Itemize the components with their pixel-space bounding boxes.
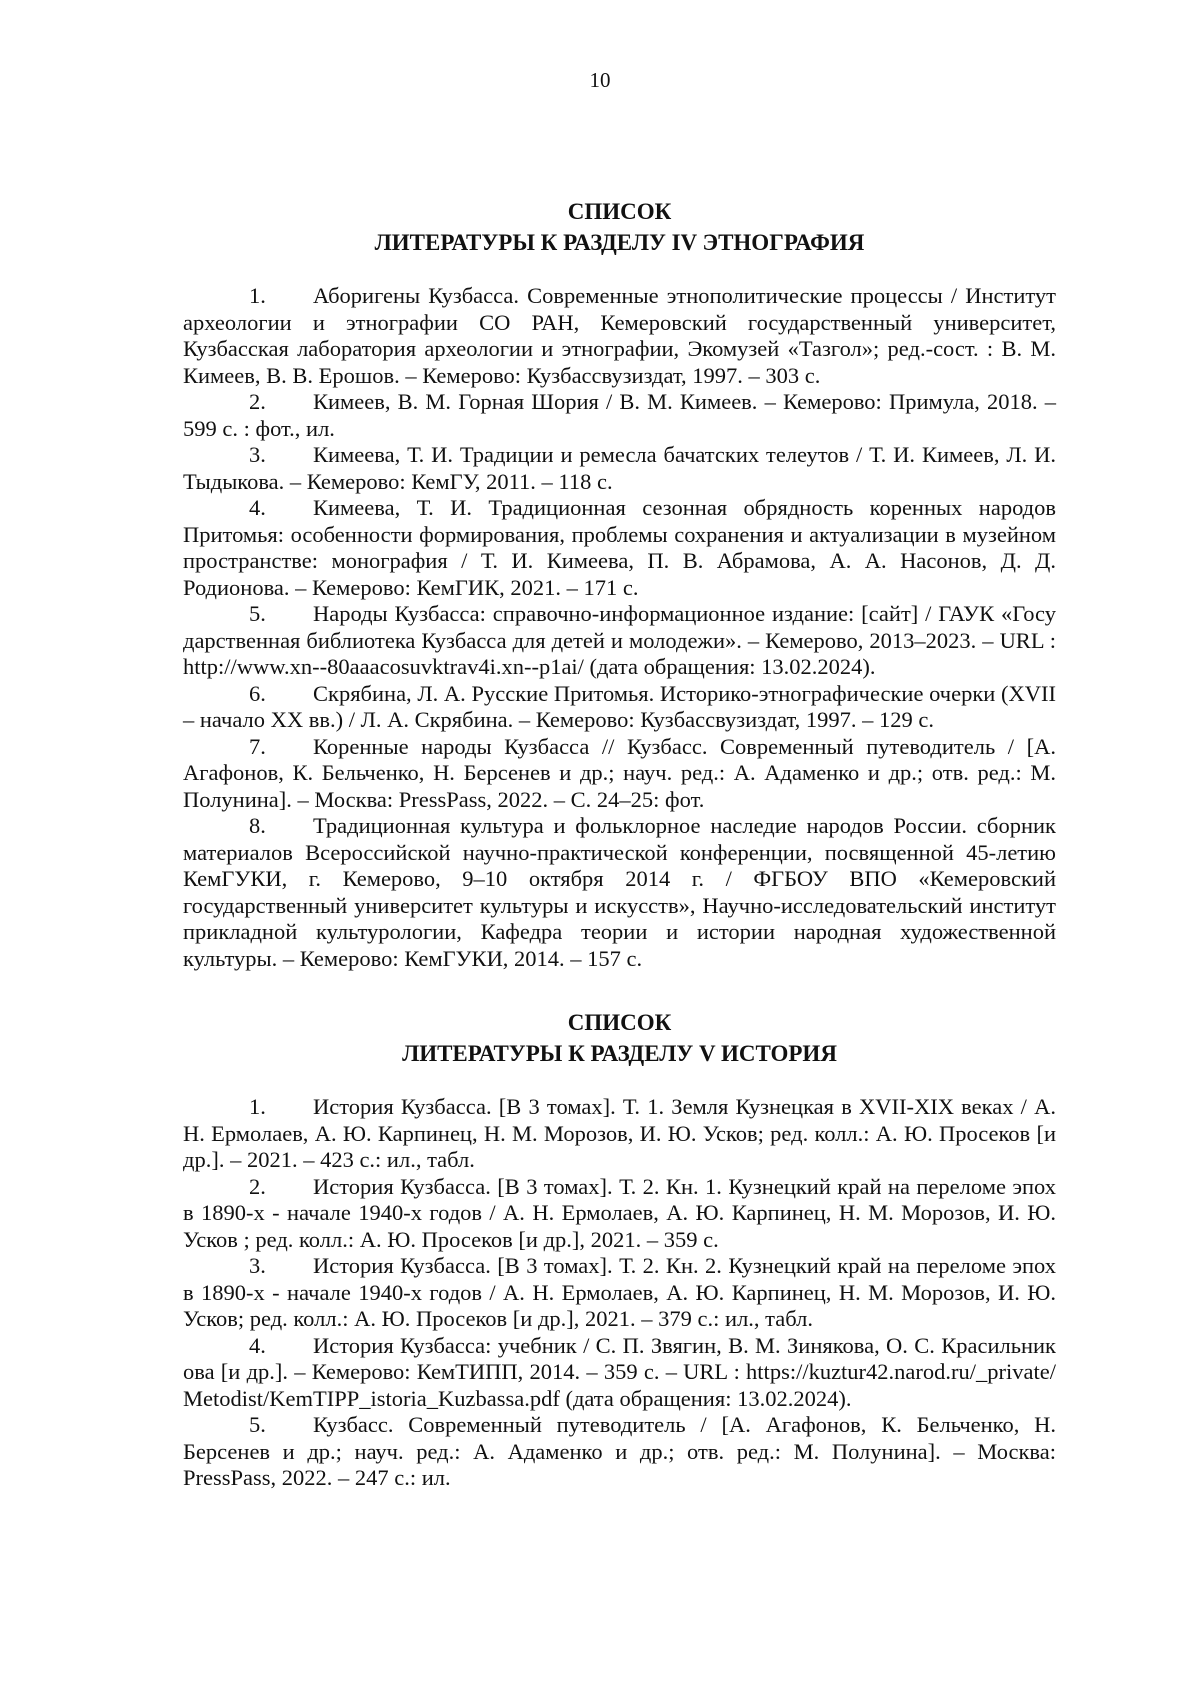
reference-item bbox=[183, 813, 1056, 972]
reference-item bbox=[183, 1253, 1056, 1333]
reference-number: 5. bbox=[249, 601, 266, 626]
reference-number: 3. bbox=[249, 1253, 266, 1278]
section-title bbox=[183, 196, 1056, 258]
reference-item bbox=[183, 1174, 1056, 1254]
section-history bbox=[183, 1007, 1056, 1492]
section-ethnography bbox=[183, 196, 1056, 972]
section-title bbox=[183, 1007, 1056, 1069]
reference-number: 7. bbox=[249, 733, 266, 759]
section-title-line1: СПИСОК bbox=[567, 1010, 672, 1035]
section-title-line2: ЛИТЕРАТУРЫ К РАЗДЕЛУ IV ЭТНОГРАФИЯ bbox=[374, 230, 865, 255]
reference-text: История Кузбасса. [В 3 томах]. Т. 1. Земля Кузнецкая в XVII-XIX веках / А. Н. Ермолаев, А. Ю. Карпинец, Н. М. Морозов, И. Ю. Усков; ред. колл.: А. Ю. Просеков [и др.]. – 2021. – 423 с.: ил., табл. bbox=[183, 1094, 1056, 1172]
reference-item bbox=[183, 601, 1056, 681]
reference-item bbox=[183, 495, 1056, 601]
reference-number: 3. bbox=[249, 442, 266, 467]
reference-text: Коренные народы Кузбасса // Кузбасс. Современный путеводитель / [А. Агафонов, К. Бельченко, Н. Берсенев и др.; науч. ред.: А. Адаменко и др.; отв. ред.: М. Полунина]. – Москва: PressPass, 2022. – С. 24–25: фот. bbox=[183, 733, 1056, 812]
reference-item bbox=[183, 734, 1056, 814]
section-title-line1: СПИСОК bbox=[567, 199, 672, 224]
reference-text: Традиционная культура и фольклорное наследие народов России. сборник материалов Всероссийской научно-практической конференции, посвященной 45-летию КемГУКИ, г. Кемерово, 9–10 октября 2014 г. / ФГБОУ ВПО «Кемеровский государственный университет культуры и искусств», Научно-исследовательский институт прикладной культурологии, Кафедра теории и истории народная художественной культуры. – Кемерово: КемГУКИ, 2014. – 157 с. bbox=[183, 813, 1056, 971]
reference-number: 1. bbox=[249, 283, 266, 308]
reference-text: Скрябина, Л. А. Русские Притомья. Историко-этнографические очерки (XVII – начало XX вв.) / Л. А. Скрябина. – Кемерово: Кузбассвузиздат, 1997. – 129 с. bbox=[183, 680, 1056, 732]
reference-list bbox=[183, 283, 1056, 972]
reference-item bbox=[183, 283, 1056, 389]
reference-number: 1. bbox=[249, 1094, 266, 1119]
reference-text: Аборигены Кузбасса. Современные этнополитические процессы / Институт археологии и этнографии СО РАН, Кемеровский государственный университет, Кузбасская лаборатория археологии и этнографии, Экомузей «Тазгол»; ред.-сост. : В. М. Кимеев, В. В. Ерошов. – Кемерово: Кузбассвузиздат, 1997. – 303 с. bbox=[183, 283, 1056, 388]
reference-text: История Кузбасса. [В 3 томах]. Т. 2. Кн. 2. Кузнецкий край на переломе эпох в 1890-х - начале 1940-х годов / А. Н. Ермолаев, А. Ю. Карпинец, Н. М. Морозов, И. Ю. Усков; ред. колл.: А. Ю. Просеков [и др.], 2021. – 379 с.: ил., табл. bbox=[183, 1253, 1056, 1331]
reference-item bbox=[183, 1094, 1056, 1174]
reference-list bbox=[183, 1094, 1056, 1492]
section-title-line2: ЛИТЕРАТУРЫ К РАЗДЕЛУ V ИСТОРИЯ bbox=[402, 1041, 837, 1066]
reference-number: 6. bbox=[249, 680, 266, 706]
reference-item bbox=[183, 1412, 1056, 1492]
reference-text: Кимеева, Т. И. Традиционная сезонная обрядность коренных народов Притомья: особенности формирования, проблемы сохранения и актуализации в музейном пространстве: монография / Т. И. Кимеева, П. В. Абрамова, А. А. Насонов, Д. Д. Родионова. – Кемерово: КемГИК, 2021. – 171 с. bbox=[183, 495, 1056, 600]
reference-text: Народы Кузбасса: справочно-информационное издание: [сайт] / ГАУК «Государственная библиотека Кузбасса для детей и молодежи». – Кемерово, 2013–2023. – URL : http://www.xn--80aaacosuvktrav4i.xn--p1ai/ (дата обращения: 13.02.2024). bbox=[183, 601, 1056, 679]
page-number: 10 bbox=[589, 68, 611, 92]
reference-number: 2. bbox=[249, 389, 266, 414]
reference-text: Кимеев, В. М. Горная Шория / В. М. Кимеев. – Кемерово: Примула, 2018. – 599 с. : фот., ил. bbox=[183, 389, 1056, 441]
reference-text: Кимеева, Т. И. Традиции и ремесла бачатских телеутов / Т. И. Кимеев, Л. И. Тыдыкова. – Кемерово: КемГУ, 2011. – 118 с. bbox=[183, 442, 1056, 494]
reference-number: 4. bbox=[249, 1332, 266, 1358]
reference-number: 4. bbox=[249, 495, 266, 520]
reference-item bbox=[183, 442, 1056, 495]
reference-number: 5. bbox=[249, 1412, 266, 1437]
reference-text: История Кузбасса. [В 3 томах]. Т. 2. Кн. 1. Кузнецкий край на переломе эпох в 1890-х - начале 1940-х годов / А. Н. Ермолаев, А. Ю. Карпинец, Н. М. Морозов, И. Ю. Усков ; ред. колл.: А. Ю. Просеков [и др.], 2021. – 359 с. bbox=[183, 1173, 1056, 1252]
reference-item bbox=[183, 681, 1056, 734]
reference-item bbox=[183, 389, 1056, 442]
reference-item bbox=[183, 1333, 1056, 1413]
reference-number: 2. bbox=[249, 1173, 266, 1199]
document-body bbox=[183, 196, 1056, 1492]
reference-number: 8. bbox=[249, 813, 266, 838]
reference-text: Кузбасс. Современный путеводитель / [А. Агафонов, К. Бельченко, Н. Берсенев и др.; науч. ред.: А. Адаменко и др.; отв. ред.: М. Полунина]. – Москва: PressPass, 2022. – 247 с.: ил. bbox=[183, 1412, 1056, 1490]
reference-text: История Кузбасса: учебник / С. П. Звягин, В. М. Зинякова, О. С. Красильникова [и др.]. – Кемерово: КемТИПП, 2014. – 359 с. – URL : https://kuztur42.narod.ru/_private/Metodist/KemTIPP_istoria_Kuzbassa.pdf (дата обращения: 13.02.2024). bbox=[183, 1332, 1056, 1411]
